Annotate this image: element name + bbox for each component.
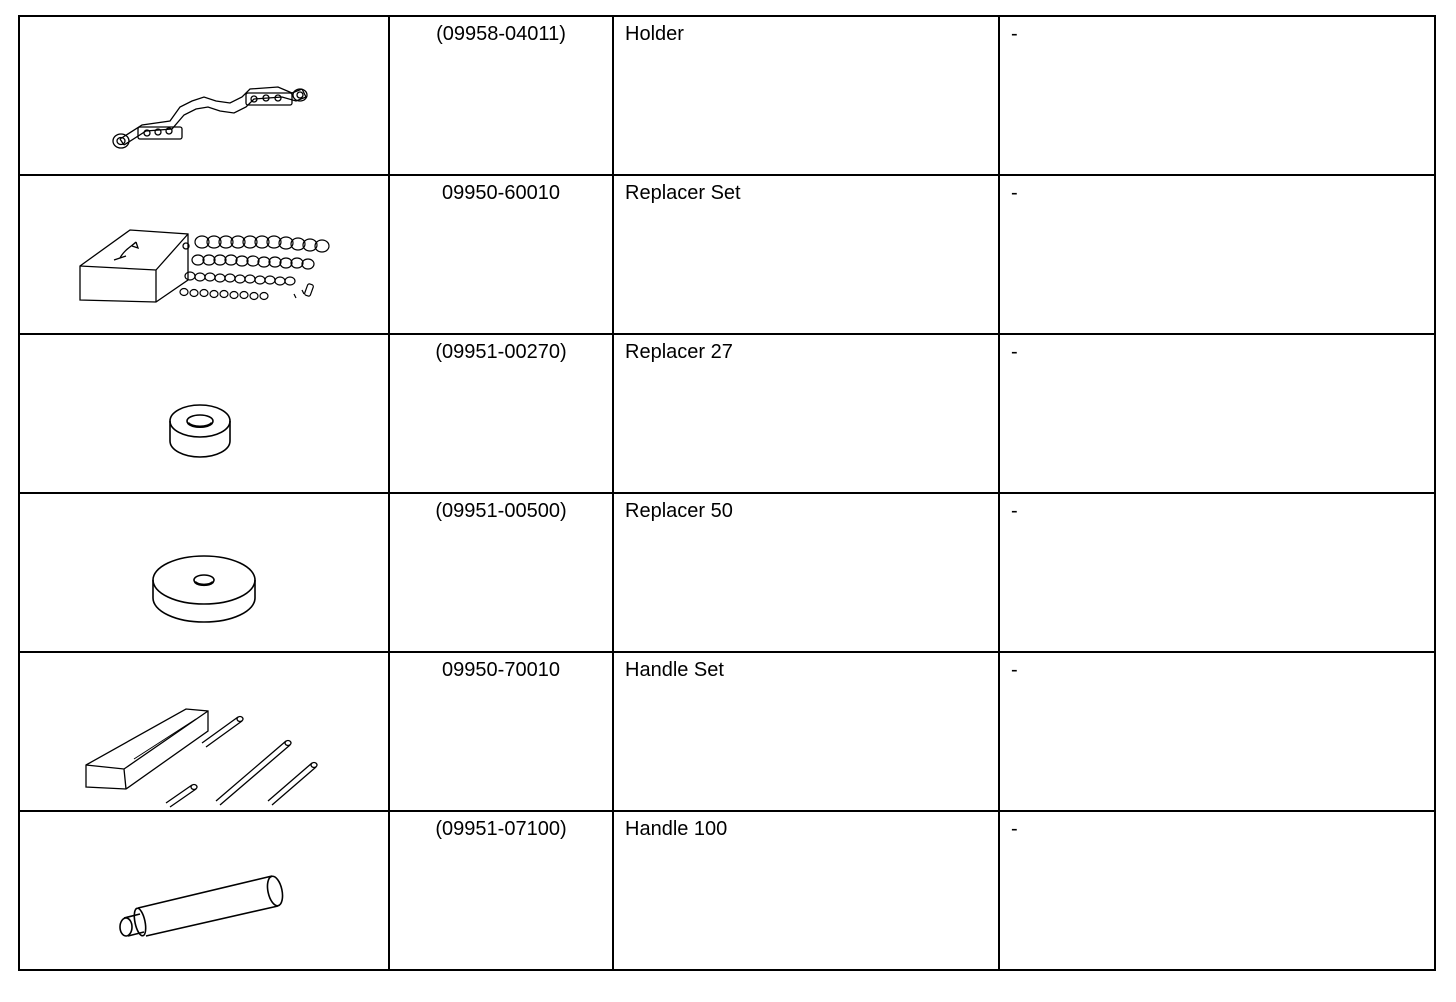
tool-name-cell: Handle Set	[613, 652, 999, 811]
note-cell: -	[999, 334, 1435, 493]
part-number-cell: (09958-04011)	[389, 16, 613, 175]
tool-name-cell: Handle 100	[613, 811, 999, 970]
handle-set-icon	[20, 653, 388, 810]
handle-100-icon	[20, 812, 388, 969]
replacer-27-icon	[20, 335, 388, 492]
table-row	[19, 16, 1435, 175]
illustration-cell	[19, 16, 389, 175]
replacer-set-icon	[20, 176, 388, 333]
illustration-cell	[19, 652, 389, 811]
illustration-cell	[19, 493, 389, 652]
special-service-tools-table	[18, 15, 1436, 971]
tool-name-cell: Replacer 27	[613, 334, 999, 493]
table-row	[19, 652, 1435, 811]
part-number-cell: (09951-00270)	[389, 334, 613, 493]
table-row	[19, 334, 1435, 493]
note-cell: -	[999, 652, 1435, 811]
tool-name-cell: Holder	[613, 16, 999, 175]
note-cell: -	[999, 175, 1435, 334]
table-row	[19, 493, 1435, 652]
tool-name-cell: Replacer 50	[613, 493, 999, 652]
note-cell: -	[999, 16, 1435, 175]
table-row	[19, 811, 1435, 970]
illustration-cell	[19, 334, 389, 493]
note-cell: -	[999, 493, 1435, 652]
tool-name-cell: Replacer Set	[613, 175, 999, 334]
illustration-cell	[19, 811, 389, 970]
holder-icon	[20, 17, 388, 174]
illustration-cell	[19, 175, 389, 334]
part-number-cell: (09951-07100)	[389, 811, 613, 970]
table-row	[19, 175, 1435, 334]
part-number-cell: 09950-60010	[389, 175, 613, 334]
part-number-cell: 09950-70010	[389, 652, 613, 811]
note-cell: -	[999, 811, 1435, 970]
replacer-50-icon	[20, 494, 388, 651]
part-number-cell: (09951-00500)	[389, 493, 613, 652]
